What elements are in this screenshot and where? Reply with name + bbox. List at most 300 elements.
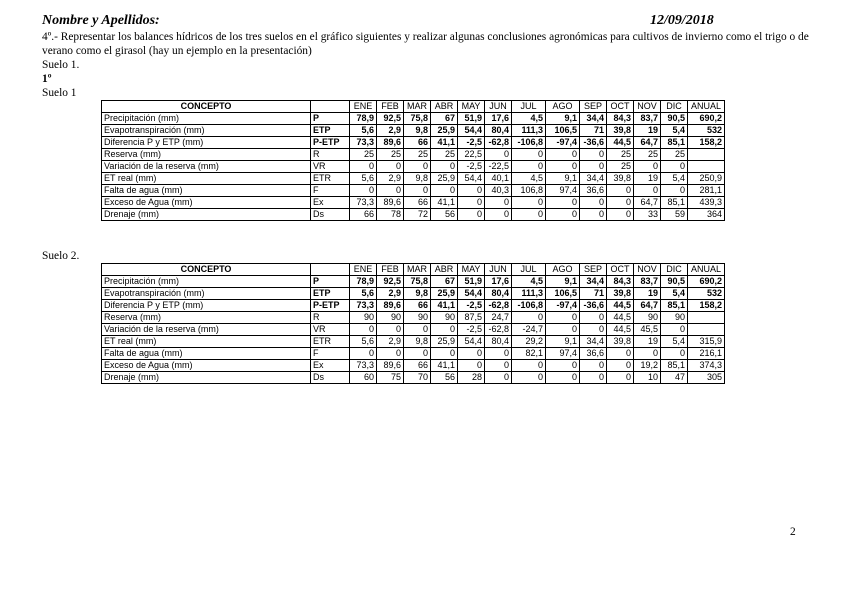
row-month-value: 0 [485,197,512,209]
row-month-value: 73,3 [350,360,377,372]
row-month-value: 78,9 [350,276,377,288]
row-month-value: 9,1 [546,336,580,348]
row-month-value: 0 [580,209,607,221]
row-month-value: 0 [607,185,634,197]
row-symbol: Ex [311,360,350,372]
header-month: OCT [607,101,634,113]
row-month-value: 106,8 [512,185,546,197]
row-month-value: 0 [404,348,431,360]
row-month-value: 67 [431,276,458,288]
row-month-value: 0 [350,161,377,173]
row-month-value: 0 [485,348,512,360]
table-row [102,336,725,348]
row-month-value: 66 [404,360,431,372]
suelo1-heading: Suelo 1. [42,59,80,71]
row-month-value: 40,1 [485,173,512,185]
header-month: ENE [350,101,377,113]
row-month-value: 0 [546,149,580,161]
row-month-value: 64,7 [634,137,661,149]
row-month-value: 54,4 [458,125,485,137]
row-concept: Falta de agua (mm) [102,185,311,197]
row-month-value: 41,1 [431,360,458,372]
row-month-value: 5,6 [350,125,377,137]
row-month-value: 33 [634,209,661,221]
row-annual-value: 532 [688,125,725,137]
row-concept: Diferencia P y ETP (mm) [102,137,311,149]
row-month-value: 0 [512,360,546,372]
row-month-value: 66 [404,197,431,209]
row-annual-value: 690,2 [688,113,725,125]
row-concept: Exceso de Agua (mm) [102,360,311,372]
row-annual-value: 158,2 [688,300,725,312]
row-month-value: 9,8 [404,125,431,137]
row-month-value: 2,9 [377,288,404,300]
row-month-value: 0 [350,348,377,360]
row-month-value: 67 [431,113,458,125]
row-month-value: 84,3 [607,276,634,288]
row-month-value: 87,5 [458,312,485,324]
row-month-value: 0 [607,360,634,372]
row-concept: Variación de la reserva (mm) [102,324,311,336]
header-month: ENE [350,264,377,276]
header-month: FEB [377,264,404,276]
row-symbol: VR [311,161,350,173]
row-month-value: 51,9 [458,276,485,288]
row-month-value: 78 [377,209,404,221]
row-month-value: 41,1 [431,197,458,209]
row-month-value: 0 [485,149,512,161]
row-month-value: 34,4 [580,173,607,185]
row-concept: Precipitación (mm) [102,276,311,288]
row-concept: Variación de la reserva (mm) [102,161,311,173]
row-month-value: 111,3 [512,125,546,137]
row-month-value: 19,2 [634,360,661,372]
header-month: NOV [634,101,661,113]
row-month-value: 25,9 [431,125,458,137]
row-month-value: 56 [431,372,458,384]
header-month: MAR [404,101,431,113]
row-month-value: 25 [634,149,661,161]
row-month-value: 0 [546,209,580,221]
row-month-value: 0 [580,360,607,372]
row-month-value: 25 [350,149,377,161]
row-annual-value: 158,2 [688,137,725,149]
row-month-value: 0 [512,149,546,161]
row-month-value: 80,4 [485,125,512,137]
row-month-value: 90,5 [661,113,688,125]
header-month: ABR [431,101,458,113]
row-month-value: 80,4 [485,288,512,300]
row-month-value: 19 [634,336,661,348]
row-month-value: -22,5 [485,161,512,173]
row-month-value: 25 [377,149,404,161]
row-concept: ET real (mm) [102,336,311,348]
row-symbol: R [311,312,350,324]
row-annual-value: 250,9 [688,173,725,185]
table-row [102,324,725,336]
row-symbol: F [311,185,350,197]
row-month-value: 0 [404,161,431,173]
row-month-value: 73,3 [350,197,377,209]
row-month-value: 44,5 [607,300,634,312]
row-month-value: 0 [661,161,688,173]
row-symbol: Ds [311,209,350,221]
row-month-value: 0 [377,324,404,336]
row-month-value: 5,6 [350,173,377,185]
row-month-value: 0 [512,312,546,324]
row-month-value: -2,5 [458,300,485,312]
row-month-value: 0 [607,209,634,221]
row-month-value: 75,8 [404,113,431,125]
table-row [102,185,725,197]
table-row [102,209,725,221]
row-month-value: 85,1 [661,137,688,149]
row-month-value: -36,6 [580,300,607,312]
row-month-value: 60 [350,372,377,384]
first-marker: 1º [42,73,52,85]
row-month-value: 0 [546,197,580,209]
row-month-value: -36,6 [580,137,607,149]
row-symbol: VR [311,324,350,336]
row-month-value: 51,9 [458,113,485,125]
row-month-value: 64,7 [634,300,661,312]
row-month-value: 45,5 [634,324,661,336]
row-month-value: 0 [350,185,377,197]
row-month-value: 75 [377,372,404,384]
row-concept: Drenaje (mm) [102,209,311,221]
row-symbol: Ex [311,197,350,209]
row-symbol: P-ETP [311,300,350,312]
row-concept: ET real (mm) [102,173,311,185]
row-month-value: 83,7 [634,113,661,125]
row-month-value: 0 [546,324,580,336]
row-month-value: 25 [404,149,431,161]
table-row [102,348,725,360]
row-annual-value: 532 [688,288,725,300]
row-month-value: -97,4 [546,300,580,312]
row-month-value: 17,6 [485,276,512,288]
row-month-value: 97,4 [546,348,580,360]
row-symbol: Ds [311,372,350,384]
row-annual-value: 364 [688,209,725,221]
row-annual-value: 315,9 [688,336,725,348]
row-symbol: ETR [311,173,350,185]
table-row [102,197,725,209]
header-month: JUL [512,101,546,113]
row-month-value: 34,4 [580,276,607,288]
row-month-value: 84,3 [607,113,634,125]
row-month-value: 90 [661,312,688,324]
row-month-value: 39,8 [607,336,634,348]
row-month-value: 41,1 [431,137,458,149]
row-concept: Drenaje (mm) [102,372,311,384]
row-month-value: 71 [580,288,607,300]
row-month-value: 64,7 [634,197,661,209]
row-concept: Evapotranspiración (mm) [102,288,311,300]
row-month-value: 36,6 [580,185,607,197]
row-month-value: 90 [350,312,377,324]
header-month: AGO [546,264,580,276]
row-month-value: 0 [580,161,607,173]
table-row [102,173,725,185]
row-symbol: ETP [311,288,350,300]
row-month-value: -62,8 [485,300,512,312]
row-month-value: 10 [634,372,661,384]
water-balance-table-suelo1 [101,100,725,221]
row-month-value: 25,9 [431,173,458,185]
row-annual-value: 281,1 [688,185,725,197]
row-month-value: 106,5 [546,125,580,137]
row-concept: Exceso de Agua (mm) [102,197,311,209]
row-month-value: 19 [634,288,661,300]
row-month-value: 90 [634,312,661,324]
row-month-value: 85,1 [661,300,688,312]
header-month: JUN [485,101,512,113]
row-month-value: 0 [431,324,458,336]
row-month-value: 90,5 [661,276,688,288]
row-month-value: 0 [458,360,485,372]
row-month-value: 41,1 [431,300,458,312]
row-month-value: 5,6 [350,336,377,348]
row-month-value: -2,5 [458,324,485,336]
row-month-value: 9,8 [404,288,431,300]
row-month-value: 54,4 [458,173,485,185]
row-month-value: 0 [580,312,607,324]
header-concept: CONCEPTO [102,101,311,113]
row-annual-value [688,312,725,324]
row-month-value: 44,5 [607,312,634,324]
table-row [102,360,725,372]
row-month-value: 9,8 [404,173,431,185]
row-month-value: 90 [431,312,458,324]
header-symbol [311,101,350,113]
header-month: AGO [546,101,580,113]
row-month-value: 28 [458,372,485,384]
row-concept: Diferencia P y ETP (mm) [102,300,311,312]
row-month-value: 80,4 [485,336,512,348]
row-symbol: F [311,348,350,360]
header-concept: CONCEPTO [102,264,311,276]
row-month-value: 19 [634,125,661,137]
row-month-value: 9,1 [546,173,580,185]
table-row [102,312,725,324]
row-month-value: 0 [485,372,512,384]
row-annual-value [688,324,725,336]
row-month-value: 24,7 [485,312,512,324]
row-month-value: 0 [458,185,485,197]
row-month-value: 70 [404,372,431,384]
row-month-value: 89,6 [377,360,404,372]
row-month-value: 5,4 [661,125,688,137]
row-month-value: 2,9 [377,125,404,137]
row-month-value: 89,6 [377,300,404,312]
row-month-value: 0 [512,372,546,384]
row-concept: Evapotranspiración (mm) [102,125,311,137]
row-month-value: 4,5 [512,276,546,288]
row-month-value: 82,1 [512,348,546,360]
row-month-value: 5,4 [661,288,688,300]
row-month-value: 0 [377,161,404,173]
row-month-value: 0 [431,185,458,197]
row-month-value: -97,4 [546,137,580,149]
row-concept: Reserva (mm) [102,312,311,324]
header-month: DIC [661,101,688,113]
suelo2-heading: Suelo 2. [42,250,80,262]
suelo1-label: Suelo 1 [42,87,77,99]
row-month-value: 0 [580,372,607,384]
table-row [102,113,725,125]
row-month-value: 0 [404,324,431,336]
row-month-value: 90 [377,312,404,324]
header-annual: ANUAL [688,101,725,113]
instructions-text: 4º.- Representar los balances hídricos de los tres suelos en el gráfico siguientes y realizar algunas conclusiones agronómicas para cultivos de invierno como el trigo o de verano como el girasol (hay un ejemplo en la presentación) [42,31,809,57]
row-month-value: 0 [546,372,580,384]
header-month: JUN [485,264,512,276]
row-month-value: 0 [377,185,404,197]
row-month-value: 36,6 [580,348,607,360]
row-month-value: 0 [458,197,485,209]
row-month-value: 25,9 [431,288,458,300]
row-month-value: 44,5 [607,137,634,149]
header-month: MAY [458,264,485,276]
header-month: MAR [404,264,431,276]
table-row [102,137,725,149]
row-month-value: 39,8 [607,173,634,185]
row-concept: Reserva (mm) [102,149,311,161]
row-month-value: 0 [458,209,485,221]
row-month-value: 66 [404,137,431,149]
row-month-value: 97,4 [546,185,580,197]
row-month-value: -106,8 [512,300,546,312]
row-month-value: 90 [404,312,431,324]
row-symbol: ETR [311,336,350,348]
row-month-value: 25,9 [431,336,458,348]
header-month: DIC [661,264,688,276]
row-month-value: 0 [634,185,661,197]
row-month-value: 9,1 [546,113,580,125]
row-month-value: 0 [350,324,377,336]
row-month-value: 0 [580,324,607,336]
name-label: Nombre y Apellidos: [42,13,160,28]
row-month-value: 75,8 [404,276,431,288]
row-month-value: 25 [607,161,634,173]
row-month-value: 0 [546,161,580,173]
row-annual-value: 439,3 [688,197,725,209]
row-month-value: 0 [661,185,688,197]
table-row [102,276,725,288]
row-month-value: 54,4 [458,336,485,348]
row-month-value: 73,3 [350,137,377,149]
row-month-value: 85,1 [661,197,688,209]
row-symbol: P [311,113,350,125]
table-row [102,300,725,312]
row-month-value: 0 [512,161,546,173]
row-month-value: 0 [485,360,512,372]
row-month-value: 0 [458,348,485,360]
row-month-value: 5,4 [661,336,688,348]
table-header-row [102,101,725,113]
row-month-value: 4,5 [512,173,546,185]
row-month-value: 71 [580,125,607,137]
row-month-value: 73,3 [350,300,377,312]
row-symbol: P [311,276,350,288]
row-annual-value: 374,3 [688,360,725,372]
row-month-value: 72 [404,209,431,221]
row-month-value: 0 [580,149,607,161]
header-month: SEP [580,101,607,113]
table-row [102,372,725,384]
row-month-value: 89,6 [377,197,404,209]
row-month-value: 19 [634,173,661,185]
row-month-value: 111,3 [512,288,546,300]
row-annual-value: 690,2 [688,276,725,288]
table-row [102,288,725,300]
row-month-value: 2,9 [377,336,404,348]
row-symbol: P-ETP [311,137,350,149]
water-balance-table-suelo2 [101,263,725,384]
row-month-value: 0 [377,348,404,360]
row-month-value: 25 [607,149,634,161]
row-month-value: -24,7 [512,324,546,336]
table-header-row [102,264,725,276]
row-month-value: 9,8 [404,336,431,348]
row-month-value: 17,6 [485,113,512,125]
row-month-value: 22,5 [458,149,485,161]
row-month-value: 78,9 [350,113,377,125]
row-month-value: 106,5 [546,288,580,300]
row-month-value: 0 [634,348,661,360]
row-month-value: 0 [607,197,634,209]
header-month: JUL [512,264,546,276]
page-number: 2 [790,526,796,538]
row-month-value: -2,5 [458,137,485,149]
row-month-value: 39,8 [607,125,634,137]
table-row [102,149,725,161]
row-month-value: -62,8 [485,137,512,149]
row-month-value: 4,5 [512,113,546,125]
row-month-value: 39,8 [607,288,634,300]
row-month-value: 92,5 [377,113,404,125]
row-month-value: 0 [661,348,688,360]
row-annual-value: 216,1 [688,348,725,360]
row-month-value: 0 [546,312,580,324]
header-symbol [311,264,350,276]
row-symbol: ETP [311,125,350,137]
row-month-value: 0 [485,209,512,221]
row-month-value: 25 [431,149,458,161]
row-month-value: 34,4 [580,336,607,348]
row-month-value: -62,8 [485,324,512,336]
table-row [102,161,725,173]
row-month-value: 83,7 [634,276,661,288]
row-month-value: 9,1 [546,276,580,288]
header-month: OCT [607,264,634,276]
header-month: ABR [431,264,458,276]
header-month: FEB [377,101,404,113]
row-month-value: 25 [661,149,688,161]
row-month-value: 44,5 [607,324,634,336]
header-month: MAY [458,101,485,113]
row-concept: Falta de agua (mm) [102,348,311,360]
row-month-value: 29,2 [512,336,546,348]
row-month-value: 0 [607,372,634,384]
row-month-value: 5,6 [350,288,377,300]
header-month: SEP [580,264,607,276]
row-month-value: 5,4 [661,173,688,185]
header-annual: ANUAL [688,264,725,276]
row-month-value: -106,8 [512,137,546,149]
row-month-value: 0 [634,161,661,173]
